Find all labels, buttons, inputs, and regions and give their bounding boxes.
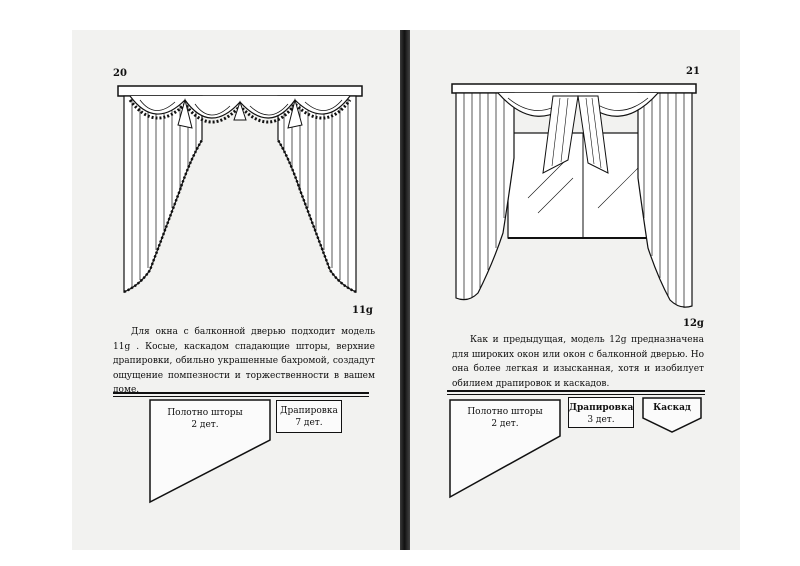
right-page-number: 21 [686,66,700,77]
curtain-illustration-11g [110,80,370,315]
right-drape-pattern [568,397,634,428]
left-divider [113,392,369,397]
right-model-label: 12g [683,318,704,329]
curtain-illustration-12g [448,78,708,318]
right-curtain-panel-count: 2 дет. [491,419,519,429]
left-description [113,325,375,398]
right-drape-title: Драпировка [569,403,634,413]
book-spine [400,30,410,550]
left-page-number: 20 [113,68,127,79]
left-model-label: 11g [352,305,373,316]
right-curtain-panel-title: Полотно шторы [467,407,543,417]
cascade-title: Каскад [653,403,691,413]
left-curtain-panel-count: 2 дет. [191,420,219,430]
right-description [452,333,704,391]
right-divider [447,390,705,395]
left-drape-title: Драпировка [280,406,338,416]
right-drape-count: 3 дет. [587,415,615,425]
left-drape-count: 7 дет. [295,418,323,428]
left-curtain-panel-title: Полотно шторы [167,408,243,418]
left-drape-pattern [276,400,342,433]
right-description-text: Как и предыдущая, модель 12g предназначена для широких окон или окон с балконной дверью. Но она более легкая и изысканная, хотя и изобилует обилием драпировок и каскадов. [452,335,704,389]
left-description-text: Для окна с балконной дверью подходит модель 11g . Косые, каскадом спадающие шторы, верхние драпировки, обильно украшенные бахромой, создадут ощущение помпезности и торжественности в вашем доме. [113,327,375,395]
